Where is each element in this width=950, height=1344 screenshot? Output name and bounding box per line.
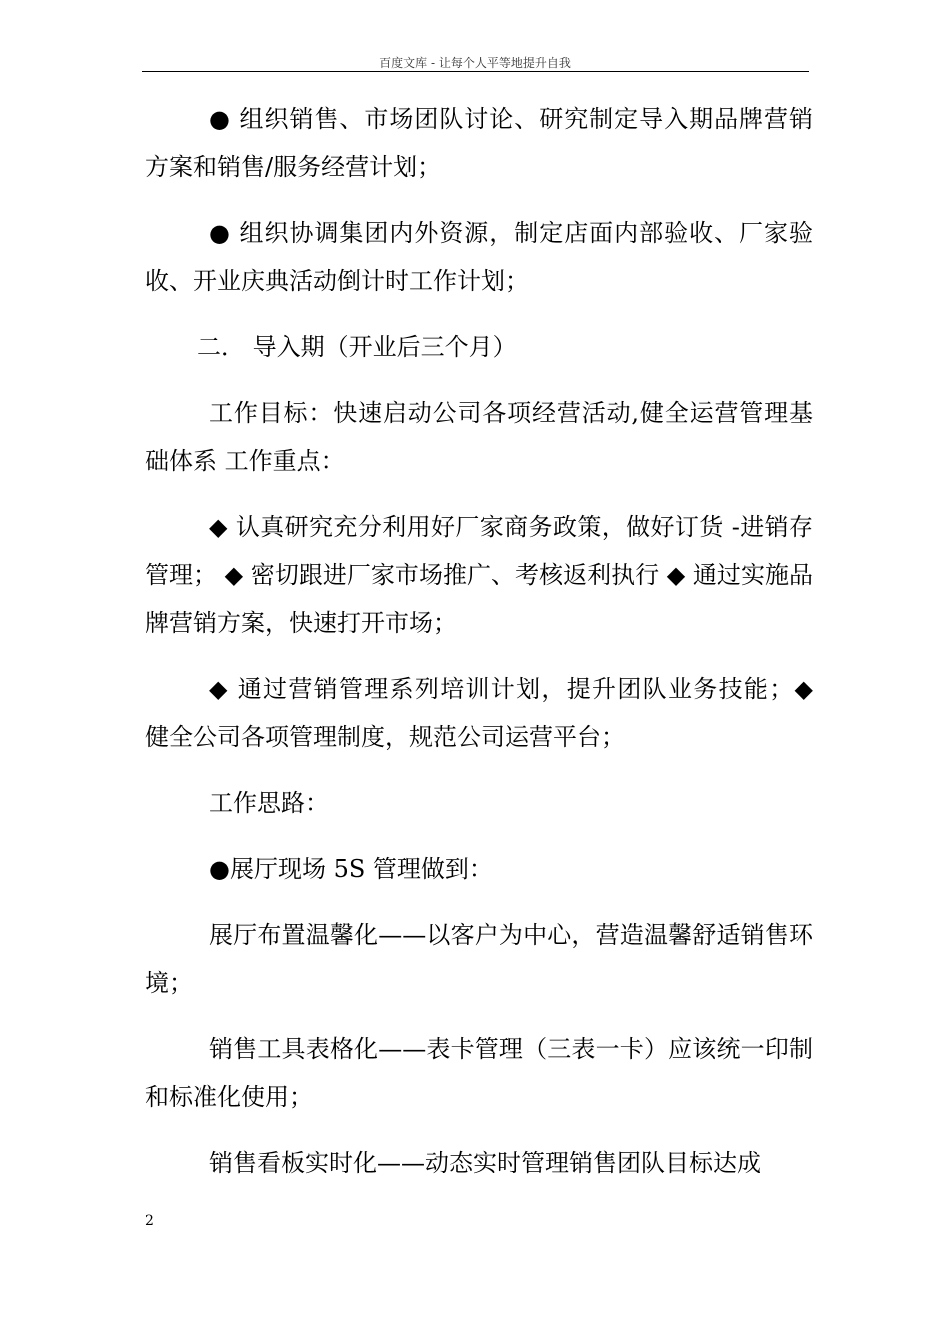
- page-header: 百度文库 - 让每个人平等地提升自我: [379, 56, 571, 70]
- paragraph: 工作思路：: [209, 789, 329, 817]
- paragraph: 展厅布置温馨化——以客户为中心，营造温馨舒适销售环境；: [145, 921, 813, 997]
- paragraph: ●展厅现场 5S 管理做到：: [209, 855, 493, 883]
- paragraph: ● 组织销售、市场团队讨论、研究制定导入期品牌营销方案和销售/服务经营计划；: [145, 105, 813, 181]
- paragraph: ◆ 通过营销管理系列培训计划，提升团队业务技能；◆ 健全公司各项管理制度，规范公司运营平台；: [145, 675, 813, 751]
- paragraph: ◆ 认真研究充分利用好厂家商务政策，做好订货 -进销存管理； ◆ 密切跟进厂家市场推广、考核返利执行 ◆ 通过实施品牌营销方案，快速打开市场；: [145, 513, 813, 637]
- section-heading: 二． 导入期（开业后三个月）: [197, 333, 517, 361]
- page-number: 2: [145, 1213, 154, 1229]
- paragraph: 工作目标：快速启动公司各项经营活动,健全运营管理基础体系 工作重点：: [145, 399, 813, 475]
- paragraph: ● 组织协调集团内外资源，制定店面内部验收、厂家验收、开业庆典活动倒计时工作计划；: [145, 219, 813, 295]
- paragraph: 销售看板实时化——动态实时管理销售团队目标达成: [209, 1149, 761, 1177]
- paragraph: 销售工具表格化——表卡管理（三表一卡）应该统一印制和标准化使用；: [145, 1035, 813, 1111]
- header-divider: [142, 71, 809, 72]
- document-body: [145, 95, 813, 1205]
